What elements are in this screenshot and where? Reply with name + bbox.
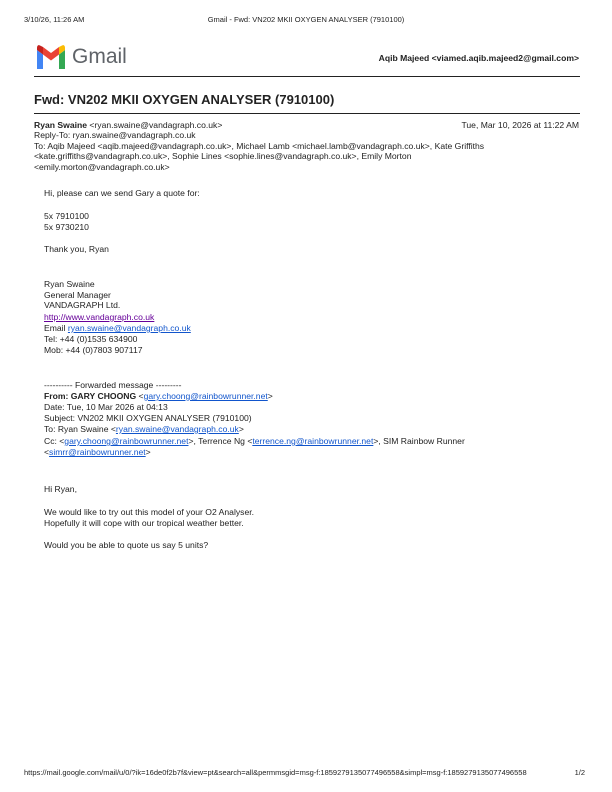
signature-mob: Mob: +44 (0)7803 907117 — [44, 345, 143, 355]
signature-tel: Tel: +44 (0)1535 634900 — [44, 334, 138, 344]
forwarded-from-name: GARY CHOONG — [70, 391, 137, 401]
forwarded-cc-line-2: <simrr@rainbowrunner.net> — [44, 447, 151, 457]
body-greeting: Hi, please can we send Gary a quote for: — [44, 188, 200, 198]
forwarded-cc-email-2-link[interactable]: terrence.ng@rainbowrunner.net — [252, 436, 374, 446]
recipients-line-3: <emily.morton@vandagraph.co.uk> — [34, 162, 170, 172]
body-thanks: Thank you, Ryan — [44, 244, 109, 254]
forwarded-para-2: Would you be able to quote us say 5 units? — [44, 540, 209, 550]
gmail-m-icon — [35, 45, 67, 69]
sender-email: <ryan.swaine@vandagraph.co.uk> — [89, 120, 223, 130]
sender-name: Ryan Swaine — [34, 120, 88, 130]
signature-company: VANDAGRAPH Ltd. — [44, 300, 121, 310]
forwarded-to: To: Ryan Swaine <ryan.swaine@vandagraph.co.uk> — [44, 424, 244, 434]
forwarded-cc-end: >, SIM Rainbow Runner — [373, 436, 465, 446]
forwarded-date: Date: Tue, 10 Mar 2026 at 04:13 — [44, 402, 168, 412]
header-divider — [34, 76, 580, 77]
print-page-title: Gmail - Fwd: VN202 MKII OXYGEN ANALYSER (7910100) — [207, 15, 405, 24]
forwarded-greeting: Hi Ryan, — [44, 484, 77, 494]
gmail-logo — [35, 45, 125, 69]
body-item-2: 5x 9730210 — [44, 222, 89, 232]
recipients-line-2: <kate.griffiths@vandagraph.co.uk>, Sophie Lines <sophie.lines@vandagraph.co.uk>, Emily Morton — [34, 151, 412, 161]
message-date: Tue, Mar 10, 2026 at 11:22 AM — [461, 120, 579, 130]
print-footer-page: 1/2 — [574, 768, 585, 777]
signature-website-link[interactable]: http://www.vandagraph.co.uk — [44, 312, 155, 322]
signature-name: Ryan Swaine — [44, 279, 95, 289]
forwarded-cc-email-3-link[interactable]: simrr@rainbowrunner.net — [49, 447, 146, 457]
email-subject: Fwd: VN202 MKII OXYGEN ANALYSER (7910100) — [34, 92, 335, 107]
sender — [34, 120, 222, 130]
recipients-line-1: To: Aqib Majeed <aqib.majeed@vandagraph.co.uk>, Michael Lamb <michael.lamb@vandagraph.co.uk>, Kate Griffiths — [34, 141, 485, 151]
forwarded-cc-mid: >, Terrence Ng < — [188, 436, 253, 446]
forwarded-divider: ---------- Forwarded message --------- — [44, 380, 182, 390]
forwarded-cc-email-1-link[interactable]: gary.choong@rainbowrunner.net — [64, 436, 189, 446]
forwarded-cc-prefix: Cc: < — [44, 436, 65, 446]
signature-email — [44, 323, 191, 333]
signature-email-label: Email — [44, 323, 66, 333]
account-email: Aqib Majeed <viamed.aqib.majeed2@gmail.com> — [378, 53, 579, 63]
forwarded-from-label: From: — [44, 391, 69, 401]
forwarded-para-1-line-1: We would like to try out this model of your O2 Analyser. — [44, 507, 255, 517]
print-datetime: 3/10/26, 11:26 AM — [24, 15, 85, 24]
signature-title: General Manager — [44, 290, 111, 300]
forwarded-to-email-link[interactable]: ryan.swaine@vandagraph.co.uk — [115, 424, 239, 434]
print-footer-url: https://mail.google.com/mail/u/0/?ik=16de0f2b7f&view=pt&search=all&permmsgid=msg-f:1859279135077496558&simpl=msg-f:1859279135077496558 — [24, 768, 527, 777]
forwarded-para-1-line-2: Hopefully it will cope with our tropical weather better. — [44, 518, 244, 528]
forwarded-to-prefix: To: Ryan Swaine < — [44, 424, 116, 434]
forwarded-from: From: GARY CHOONG <gary.choong@rainbowrunner.net> — [44, 391, 273, 401]
gmail-wordmark: Gmail — [72, 45, 127, 68]
signature-email-link[interactable]: ryan.swaine@vandagraph.co.uk — [67, 323, 191, 333]
forwarded-cc — [44, 436, 465, 446]
reply-to: Reply-To: ryan.swaine@vandagraph.co.uk — [34, 130, 196, 140]
body-item-1: 5x 7910100 — [44, 211, 89, 221]
forwarded-subject: Subject: VN202 MKII OXYGEN ANALYSER (7910100) — [44, 413, 252, 423]
forwarded-from-email-link[interactable]: gary.choong@rainbowrunner.net — [143, 391, 268, 401]
subject-divider — [34, 113, 580, 114]
